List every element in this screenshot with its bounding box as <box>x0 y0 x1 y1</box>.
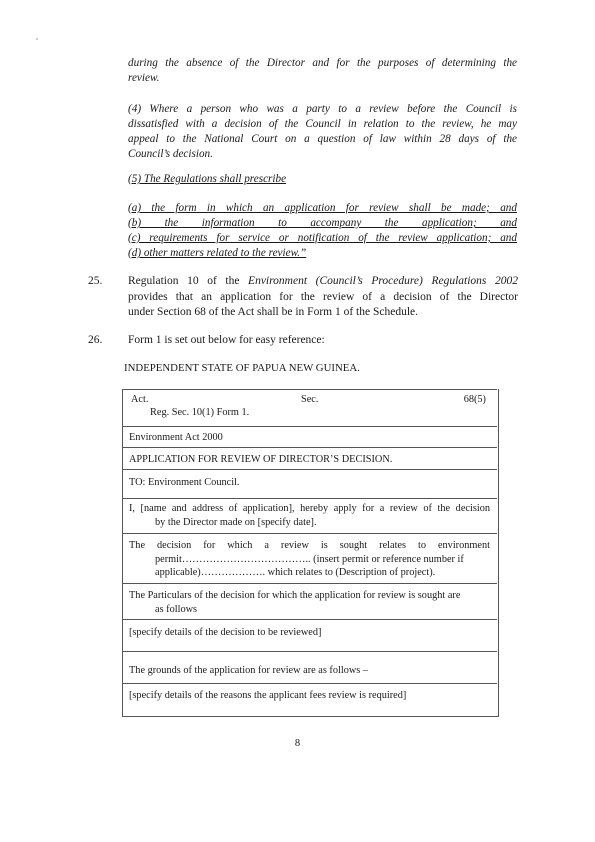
quote-p2-line3: appeal to the National Court on a question of law within 28 days of the <box>128 133 517 145</box>
form-specify-decision-row <box>122 619 497 651</box>
form-to-council: TO: Environment Council. <box>129 477 240 488</box>
para-26-text: Form 1 is set out below for easy reference: <box>128 334 325 346</box>
form-particulars-line2: as follows <box>155 603 198 615</box>
quote-p1-line1: during the absence of the Director and for the purposes of determining the <box>128 57 517 69</box>
form-specify-reasons-row <box>122 683 497 716</box>
state-heading: INDEPENDENT STATE OF PAPUA NEW GUINEA. <box>124 362 360 374</box>
form-particulars-row <box>122 583 497 619</box>
form-sec-number: 68(5) <box>463 394 486 405</box>
form-decision-line3: applicable)………………. which relates to (Description of project). <box>155 567 436 578</box>
form-header-row <box>122 389 497 426</box>
para-25-number: 25. <box>88 275 103 287</box>
form-decision-row <box>122 533 497 583</box>
form-particulars-line1: The Particulars of the decision for which the application for review is sought are <box>129 590 461 601</box>
quote-p3-c: (c) requirements for service or notification of the review application; and <box>128 232 517 244</box>
form-reg-label: Reg. Sec. 10(1) Form 1. <box>150 407 250 418</box>
form-grounds: The grounds of the application for review are as follows – <box>129 665 369 676</box>
quote-p3-heading: (5) The Regulations shall prescribe <box>128 173 287 185</box>
form-sec-label: Sec. <box>301 394 319 405</box>
form-act-label: Act. <box>131 394 149 405</box>
quote-p1-line2: review. <box>128 72 160 84</box>
para-25-line2: provides that an application for the review of a decision of the Director <box>128 290 518 303</box>
quote-p2-line2: dissatisfied with a decision of the Council in relation to the review, he may <box>128 118 517 130</box>
quote-p3-b: (b) the information to accompany the application; and <box>128 217 517 229</box>
form-title-row <box>122 447 497 469</box>
form-specify-reasons: [specify details of the reasons the applicant fees review is required] <box>129 690 407 701</box>
para-25-regulation-title: Environment (Council’s Procedure) Regulations 2002 <box>248 275 518 287</box>
quote-p3-a: (a) the form in which an application for review shall be made; and <box>128 202 517 214</box>
para-26-number: 26. <box>88 334 103 346</box>
quote-p3-d: (d) other matters related to the review.” <box>128 247 307 259</box>
para-25-body <box>128 274 518 321</box>
form-decision-line1: The decision for which a review is sought relates to environment <box>129 540 490 551</box>
form-applicant-row <box>122 498 497 533</box>
form-application-title: APPLICATION FOR REVIEW OF DIRECTOR’S DECISION. <box>129 454 393 465</box>
form-specify-decision: [specify details of the decision to be reviewed] <box>129 627 322 638</box>
quote-p2-line4: Council’s decision. <box>128 148 213 160</box>
para-25-text-pre: Regulation 10 of the <box>128 275 249 287</box>
form-applicant-line2: by the Director made on [specify date]. <box>155 516 317 528</box>
form-env-act-row <box>122 426 497 447</box>
page-number: 8 <box>294 738 301 749</box>
form-env-act: Environment Act 2000 <box>129 432 223 443</box>
form-applicant-line1: I, [name and address of application], hereby apply for a review of the decision <box>129 503 490 514</box>
quote-p2-line1: (4) Where a person who was a party to a review before the Council is <box>128 103 517 115</box>
form-decision-line2: permit……………………………….. (insert permit or reference number if <box>155 553 464 565</box>
para-25-line1 <box>128 274 518 290</box>
form-to-row <box>122 469 497 498</box>
form-grounds-row <box>122 651 497 683</box>
para-25-line3: under Section 68 of the Act shall be in Form 1 of the Schedule. <box>128 306 418 318</box>
scan-speck <box>36 38 38 40</box>
